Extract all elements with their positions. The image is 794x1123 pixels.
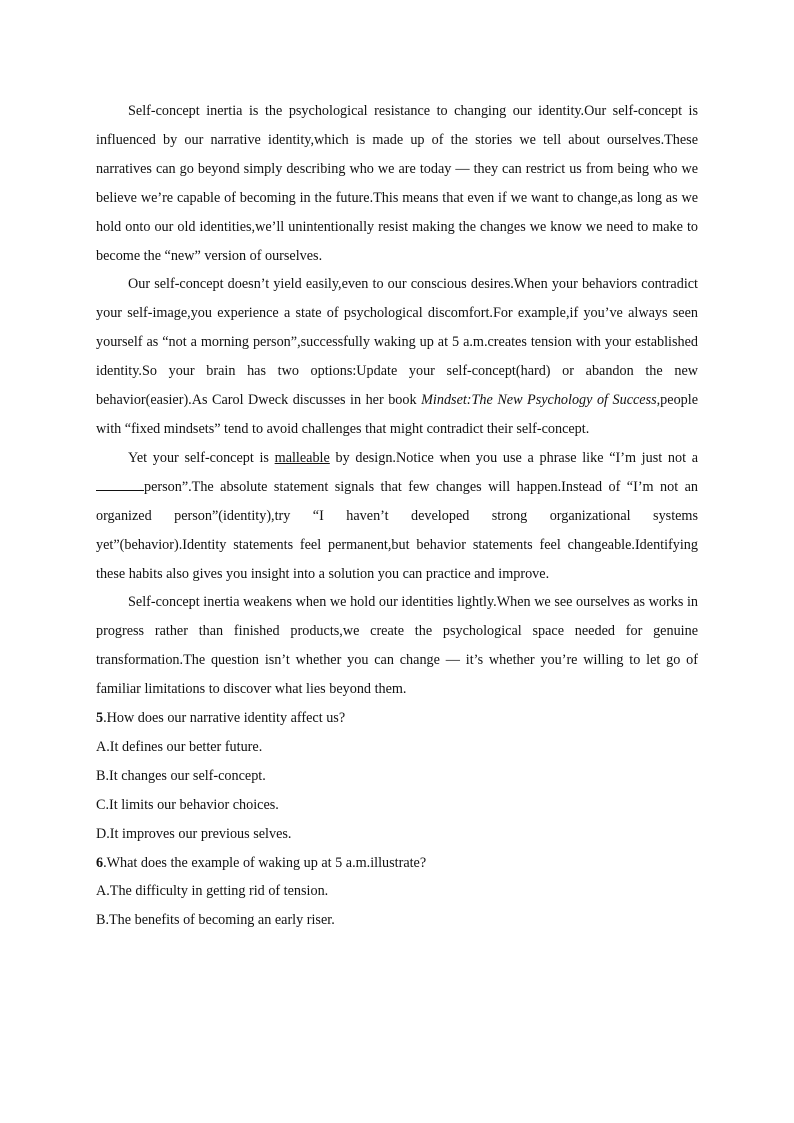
- question-stem: [96, 849, 698, 878]
- question-5: [96, 704, 698, 849]
- paragraph-3-text: Yet your self-concept is: [128, 449, 275, 466]
- option-c: C.It limits our behavior choices.: [96, 796, 279, 813]
- paragraph-3-text-mid: by design.Notice when you use a phrase like “I’m just not a: [329, 449, 699, 466]
- fill-blank: [96, 476, 144, 491]
- question-text: .How does our narrative identity affect us?: [103, 710, 346, 727]
- question-stem: [96, 704, 698, 733]
- option-d: D.It improves our previous selves.: [96, 825, 292, 842]
- passage-paragraph-2: [96, 270, 698, 443]
- question-number: 6: [96, 854, 104, 871]
- option-a: A.The difficulty in getting rid of tension.: [96, 883, 329, 900]
- passage-paragraph-4: Self-concept inertia weakens when we hold our identities lightly.When we see ourselves as works in progress rather than finished products,we create the psychological space needed for genuine transformation.The question isn’t whether you can change — it’s whether you’re willing to let go of familiar limitations to discover what lies beyond them.: [96, 594, 698, 698]
- passage-paragraph-1: Self-concept inertia is the psychological resistance to changing our identity.Our self-concept is influenced by our narrative identity,which is made up of the stories we tell about ourselves.These narratives can go beyond simply describing who we are today — they can restrict us from being who we believe we’re capable of becoming in the future.This means that even if we want to change,as long as we hold onto our old identities,we’ll unintentionally resist making the changes we know we need to make to become the “new” version of ourselves.: [96, 103, 698, 264]
- book-title: Mindset:The New Psychology of Success: [421, 392, 657, 409]
- option-a: A.It defines our better future.: [96, 738, 263, 755]
- paragraph-2-text-end: ,people with “fixed mindsets” tend to avoid challenges that might contradict their self-concept.: [96, 392, 698, 437]
- paragraph-2-text: Our self-concept doesn’t yield easily,even to our conscious desires.When your behaviors contradict your self-image,you experience a state of psychological discomfort.For example,if you’ve always seen yourself as “not a morning person”,successfully waking up at 5 a.m.creates tension with your established identity.So your brain has two options:Update your self-concept(hard) or abandon the new behavior(easier).As Carol Dweck discusses in her book: [96, 276, 698, 409]
- question-6: [96, 849, 698, 936]
- paragraph-3-text-end: person”.The absolute statement signals that few changes will happen.Instead of “I’m not an organized person”(identity),try “I haven’t developed strong organizational systems yet”(behavior).Identity statements feel permanent,but behavior statements feel changeable.Identifying these habits also gives you insight into a solution you can practice and improve.: [96, 478, 698, 582]
- option-b: B.It changes our self-concept.: [96, 767, 266, 784]
- passage-paragraph-3: [96, 444, 698, 589]
- document-page: [96, 97, 698, 935]
- question-text: .What does the example of waking up at 5 a.m.illustrate?: [103, 854, 427, 871]
- underlined-word: malleable: [274, 449, 330, 466]
- question-number: 5: [96, 710, 104, 727]
- option-b: B.The benefits of becoming an early riser.: [96, 912, 335, 929]
